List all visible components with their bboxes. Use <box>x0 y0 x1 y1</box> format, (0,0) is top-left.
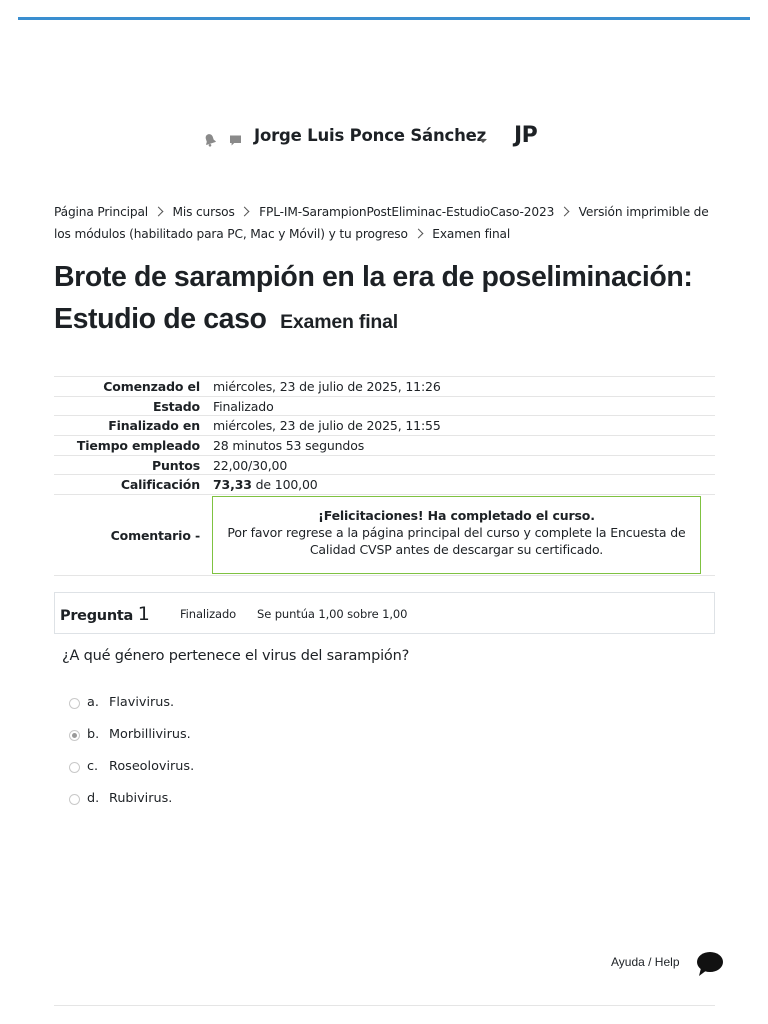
answer-text: Roseolovirus. <box>109 759 195 774</box>
chevron-down-icon[interactable] <box>479 139 487 143</box>
help-link[interactable]: Ayuda / Help <box>611 955 680 969</box>
answer-letter: d. <box>87 791 100 806</box>
question-info-box <box>54 592 715 634</box>
breadcrumb-item-final-exam[interactable]: Examen final <box>432 227 511 241</box>
summary-label: Tiempo empleado <box>54 436 207 456</box>
breadcrumb-item-printable-modules[interactable]: Versión imprimible de los módulos (habilitado para PC, Mac y Móvil) y tu progreso <box>54 205 709 241</box>
top-accent-bar <box>18 17 750 20</box>
help-chat-icon[interactable] <box>696 951 724 977</box>
feedback-title: ¡Felicitaciones! Ha completado el curso. <box>318 508 595 524</box>
grade-score: 73,33 <box>213 477 252 493</box>
chevron-right-icon <box>559 207 569 217</box>
feedback-body: Por favor regrese a la página principal del curso y complete la Encuesta de Calidad CVSP antes de descargar su certificado. <box>227 525 686 558</box>
summary-label: Puntos <box>54 455 207 475</box>
avatar[interactable]: JP <box>514 123 538 148</box>
summary-value: 22,00/30,00 <box>207 455 715 475</box>
summary-row-state <box>54 396 715 416</box>
page-subtitle: Examen final <box>280 311 398 333</box>
answer-text: Morbillivirus. <box>109 727 191 742</box>
footer-divider <box>54 1005 715 1006</box>
summary-value <box>207 495 715 576</box>
breadcrumb-item-my-courses[interactable]: Mis cursos <box>172 205 235 219</box>
summary-value: Finalizado <box>207 396 715 416</box>
summary-row-started <box>54 377 715 397</box>
radio-button[interactable] <box>69 698 80 709</box>
summary-label: Calificación <box>54 475 207 495</box>
summary-label: Comenzado el <box>54 377 207 397</box>
breadcrumb-item-home[interactable]: Página Principal <box>54 205 148 219</box>
answer-letter: b. <box>87 727 100 742</box>
summary-label: Finalizado en <box>54 416 207 436</box>
chevron-right-icon <box>153 207 163 217</box>
feedback-box <box>212 496 701 574</box>
question-grade: Se puntúa 1,00 sobre 1,00 <box>257 607 408 621</box>
summary-row-grade <box>54 475 715 495</box>
question-text: ¿A qué género pertenece el virus del sarampión? <box>62 648 410 664</box>
answer-text: Rubivirus. <box>109 791 173 806</box>
breadcrumb <box>54 201 714 245</box>
breadcrumb-item-course[interactable]: FPL-IM-SarampionPostEliminac-EstudioCaso-2023 <box>259 205 555 219</box>
summary-label: Comentario - <box>54 495 207 576</box>
radio-button[interactable] <box>69 762 80 773</box>
radio-button-selected[interactable] <box>69 730 80 741</box>
bell-icon[interactable] <box>204 132 216 146</box>
grade-max: de 100,00 <box>255 477 318 493</box>
answer-letter: a. <box>87 695 99 710</box>
page-title <box>54 256 734 343</box>
summary-value: miércoles, 23 de julio de 2025, 11:26 <box>207 377 715 397</box>
chevron-right-icon <box>240 207 250 217</box>
question-number <box>60 603 150 625</box>
answer-text: Flavivirus. <box>109 695 175 710</box>
chevron-right-icon <box>413 229 423 239</box>
question-label: Pregunta <box>60 608 133 624</box>
summary-value: 28 minutos 53 segundos <box>207 436 715 456</box>
page-title-text: Brote de sarampión en la era de poseliminación: Estudio de caso <box>54 261 693 335</box>
summary-row-finished <box>54 416 715 436</box>
summary-label: Estado <box>54 396 207 416</box>
attempt-summary-table <box>54 376 715 576</box>
radio-button[interactable] <box>69 794 80 805</box>
question-state: Finalizado <box>180 607 237 621</box>
chat-icon[interactable] <box>229 132 242 145</box>
summary-value <box>207 475 715 495</box>
question-number-value: 1 <box>137 603 150 625</box>
user-menu-bar <box>0 122 768 154</box>
summary-row-time <box>54 436 715 456</box>
answer-letter: c. <box>87 759 99 774</box>
summary-row-points <box>54 455 715 475</box>
user-name[interactable]: Jorge Luis Ponce Sánchez <box>254 126 487 145</box>
summary-value: miércoles, 23 de julio de 2025, 11:55 <box>207 416 715 436</box>
summary-row-comment <box>54 495 715 576</box>
